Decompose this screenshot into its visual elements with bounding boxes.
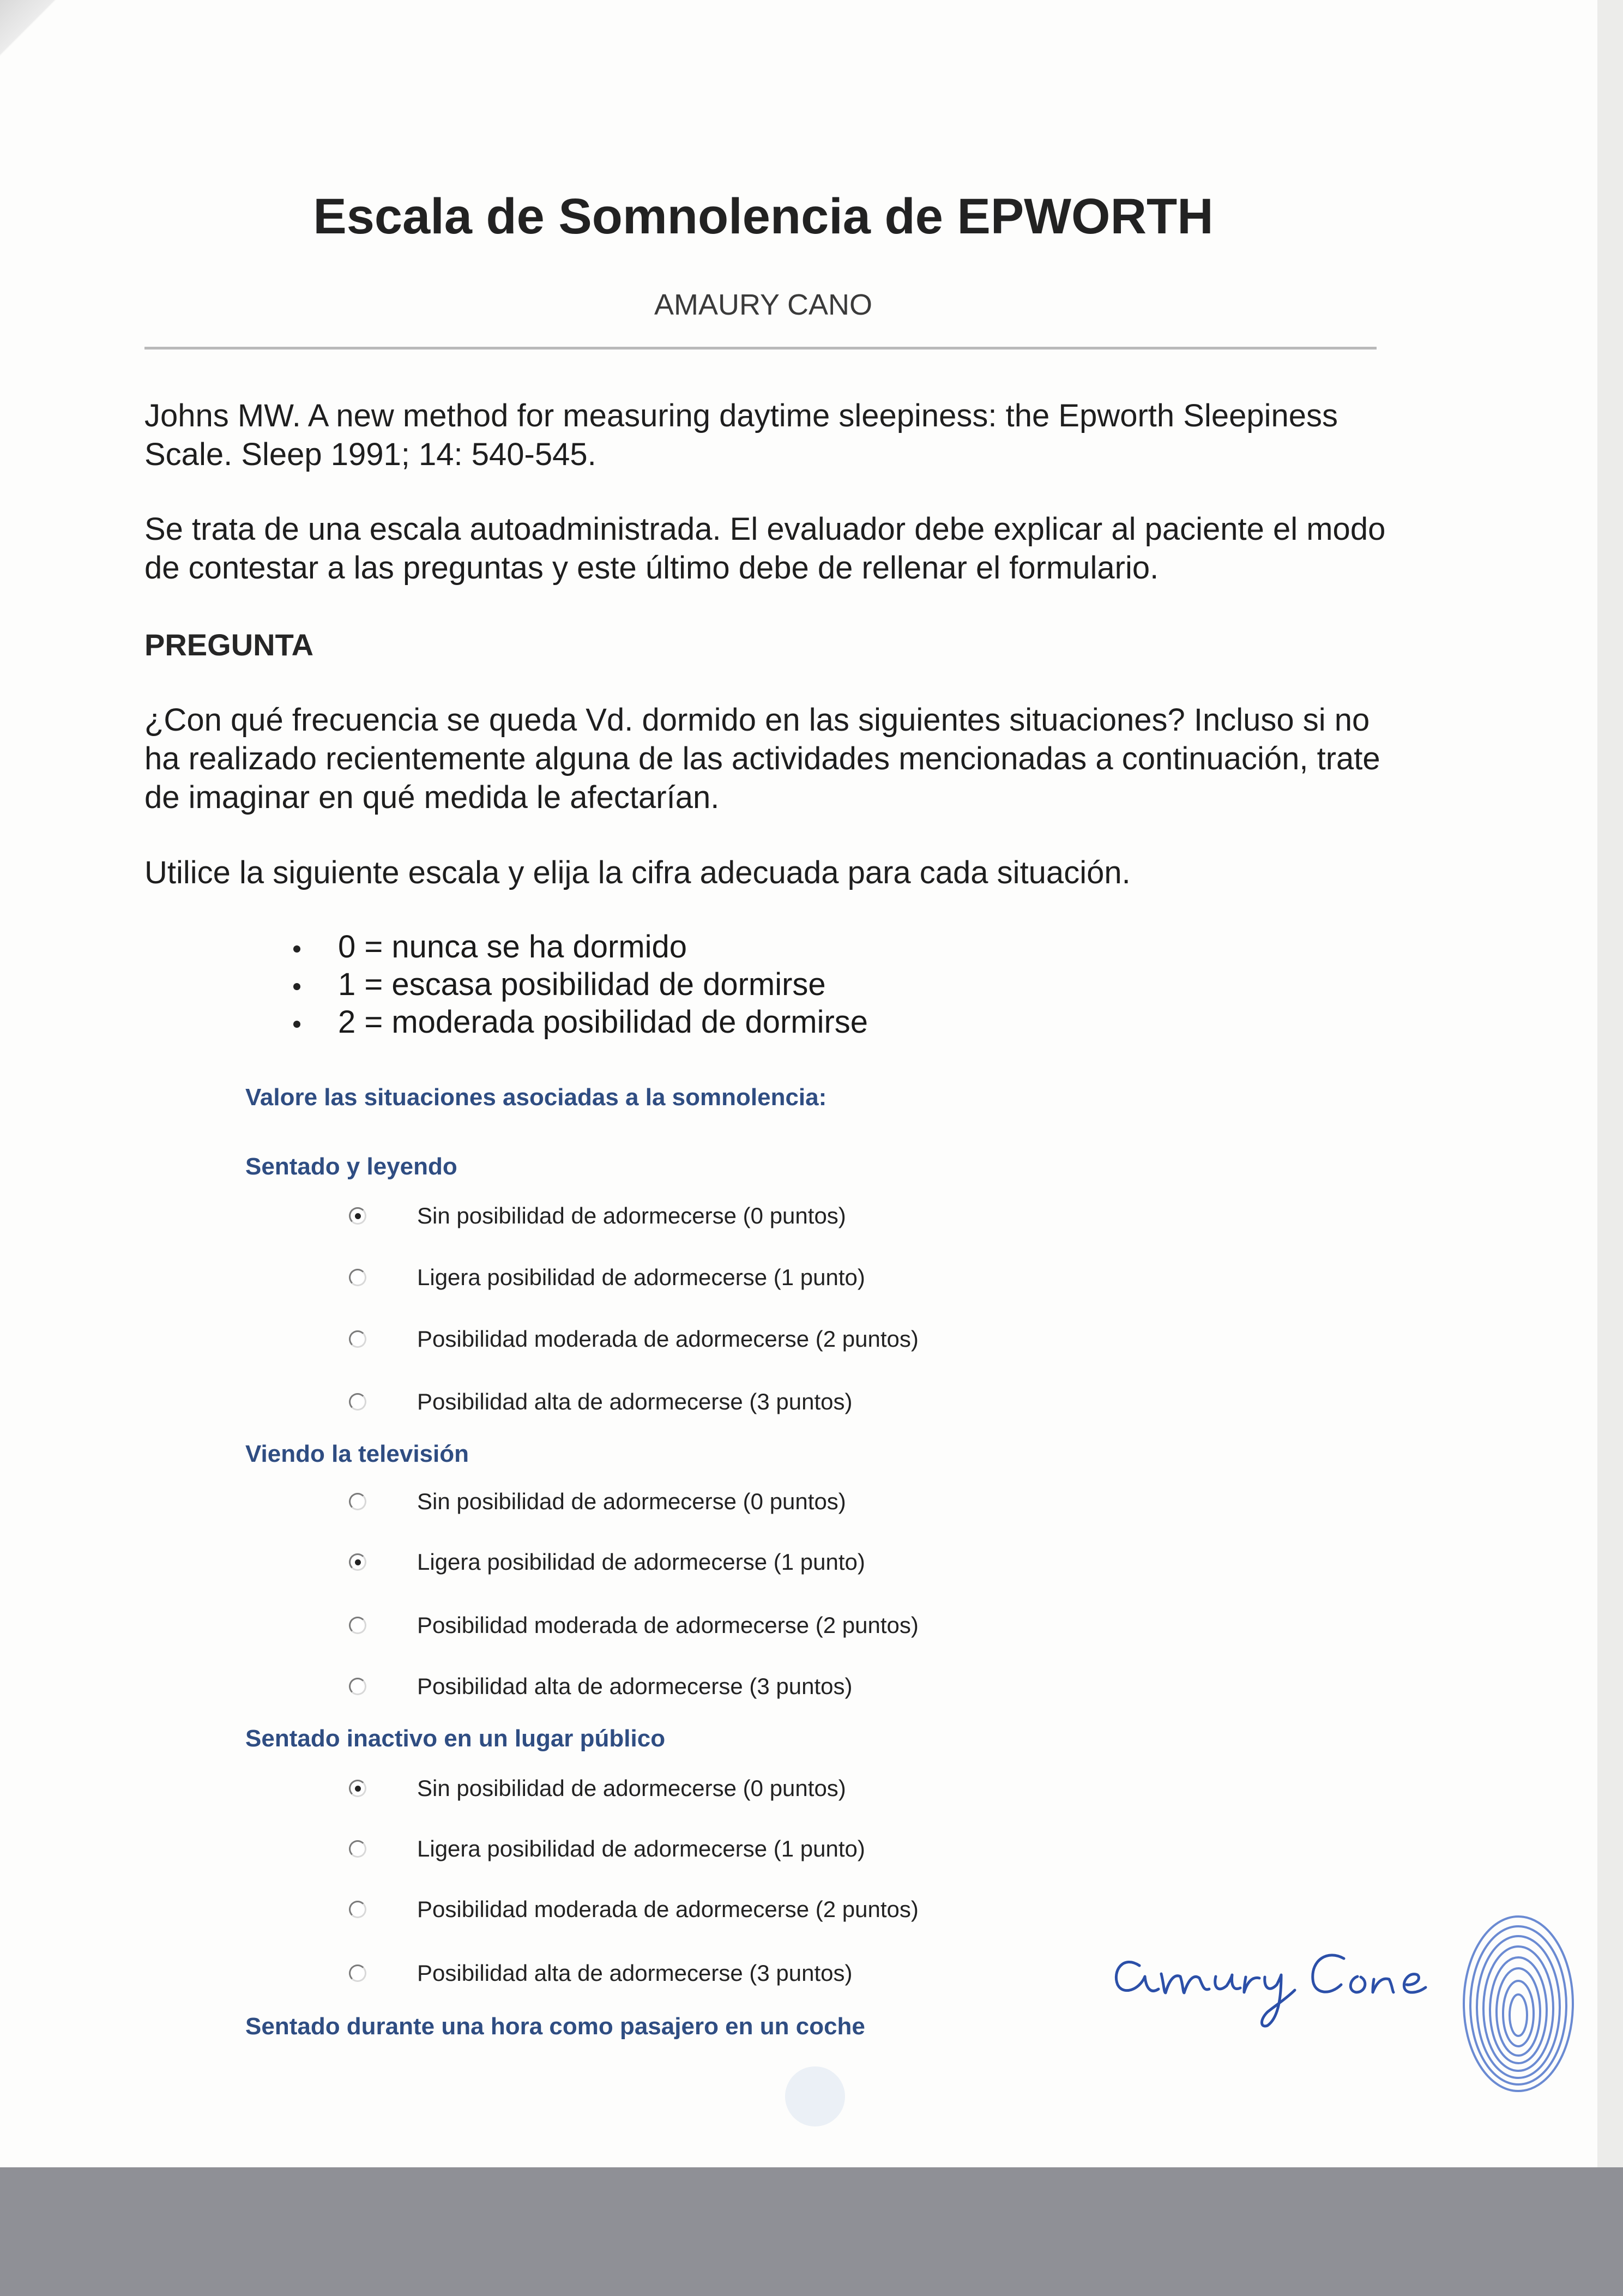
scale-list — [289, 928, 868, 1041]
option-tv-2[interactable] — [349, 1609, 919, 1642]
option-label: Ligera posibilidad de adormecerse (1 punto) — [417, 1264, 865, 1290]
situation-label-car: Sentado durante una hora como pasajero en un coche — [245, 2013, 865, 2040]
scale-item: 0 = nunca se ha dormido — [289, 928, 868, 966]
option-label: Posibilidad moderada de adormecerse (2 puntos) — [417, 1612, 919, 1638]
radio-button[interactable] — [349, 1393, 366, 1411]
option-label: Posibilidad alta de adormecerse (3 puntos) — [417, 1960, 853, 1986]
folded-corner — [0, 0, 60, 60]
radio-button[interactable] — [349, 1901, 366, 1918]
option-public-3[interactable] — [349, 1957, 852, 1990]
option-reading-2[interactable] — [349, 1323, 919, 1355]
radio-button[interactable] — [349, 1553, 366, 1571]
radio-button[interactable] — [349, 1493, 366, 1510]
fingerprint-ridges — [1464, 1917, 1573, 2091]
radio-button[interactable] — [349, 1840, 366, 1858]
radio-button[interactable] — [349, 1780, 366, 1797]
handwritten-signature — [1101, 1925, 1428, 2034]
scan-border-right — [1597, 0, 1623, 2167]
option-public-0[interactable] — [349, 1772, 846, 1805]
option-label: Posibilidad alta de adormecerse (3 puntos) — [417, 1389, 853, 1414]
rate-prompt: Valore las situaciones asociadas a la somnolencia: — [245, 1084, 827, 1111]
situation-label-public: Sentado inactivo en un lugar público — [245, 1725, 666, 1752]
option-label: Sin posibilidad de adormecerse (0 puntos) — [417, 1489, 846, 1514]
scale-item: 2 = moderada posibilidad de dormirse — [289, 1003, 868, 1041]
radio-button[interactable] — [349, 1330, 366, 1348]
header-divider — [144, 347, 1377, 349]
option-reading-0[interactable] — [349, 1200, 846, 1232]
radio-button[interactable] — [349, 1964, 366, 1982]
document-author: AMAURY CANO — [654, 288, 873, 321]
option-public-2[interactable] — [349, 1893, 919, 1926]
radio-button[interactable] — [349, 1678, 366, 1695]
instructions-paragraph: Se trata de una escala autoadministrada. El evaluador debe explicar al paciente el modo de contestar a las preguntas y este último debe de rellenar el formulario. — [144, 511, 1386, 586]
option-label: Sin posibilidad de adormecerse (0 puntos) — [417, 1775, 846, 1801]
option-reading-3[interactable] — [349, 1385, 852, 1418]
fingerprint-mark — [1456, 1908, 1581, 2099]
option-tv-0[interactable] — [349, 1485, 846, 1518]
scale-item: 1 = escasa posibilidad de dormirse — [289, 966, 868, 1003]
option-label: Sin posibilidad de adormecerse (0 puntos) — [417, 1203, 846, 1228]
option-label: Ligera posibilidad de adormecerse (1 punto) — [417, 1549, 865, 1575]
reference-citation: Johns MW. A new method for measuring daytime sleepiness: the Epworth Sleepiness Scale. Sleep 1991; 14: 540-545. — [144, 398, 1338, 472]
radio-button[interactable] — [349, 1617, 366, 1634]
ink-smudge — [785, 2066, 845, 2126]
question-heading: PREGUNTA — [144, 628, 314, 662]
question-paragraph: ¿Con qué frecuencia se queda Vd. dormido en las siguientes situaciones? Incluso si no ha realizado recientemente alguna de las actividades mencionadas a continuación, trate de imaginar en qué medida le afectarían. — [144, 702, 1380, 815]
option-public-1[interactable] — [349, 1833, 865, 1865]
option-label: Posibilidad moderada de adormecerse (2 puntos) — [417, 1326, 919, 1352]
option-label: Posibilidad alta de adormecerse (3 puntos) — [417, 1673, 853, 1699]
option-reading-1[interactable] — [349, 1261, 865, 1294]
scale-intro: Utilice la siguiente escala y elija la cifra adecuada para cada situación. — [144, 855, 1131, 890]
scan-border-bottom — [0, 2167, 1623, 2296]
option-tv-1[interactable] — [349, 1546, 865, 1578]
situation-label-reading: Sentado y leyendo — [245, 1153, 457, 1180]
option-label: Ligera posibilidad de adormecerse (1 punto) — [417, 1836, 865, 1861]
radio-button[interactable] — [349, 1269, 366, 1286]
option-label: Posibilidad moderada de adormecerse (2 puntos) — [417, 1896, 919, 1922]
radio-button[interactable] — [349, 1207, 366, 1225]
situation-label-tv: Viendo la televisión — [245, 1441, 469, 1467]
document-title: Escala de Somnolencia de EPWORTH — [313, 189, 1214, 244]
signature-strokes — [1116, 1955, 1426, 2026]
option-tv-3[interactable] — [349, 1670, 852, 1703]
